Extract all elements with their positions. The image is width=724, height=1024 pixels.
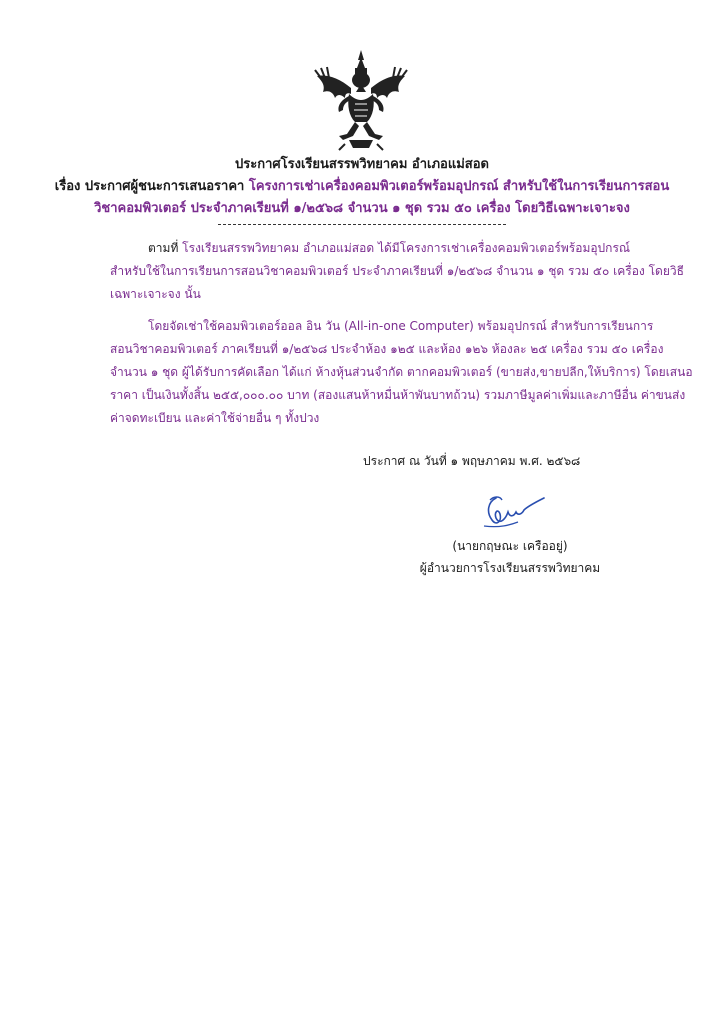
- paragraph-2-line-4: ราคา เป็นเงินทั้งสิ้น ๒๕๕,๐๐๐.๐๐ บาท (สองแสนห้าหมื่นห้าพันบาทถ้วน) รวมภาษีมูลค่าเพิ่มและภาษีอื่น ค่าขนส่ง: [110, 388, 686, 402]
- signer-title: ผู้อำนวยการโรงเรียนสรรพวิทยาคม: [419, 561, 601, 575]
- subject-label: เรื่อง ประกาศผู้ชนะการเสนอราคา: [54, 179, 245, 194]
- paragraph-2: [110, 315, 693, 430]
- paragraph-2-line-5: ค่าจดทะเบียน และค่าใช้จ่ายอื่น ๆ ทั้งปวง: [110, 411, 320, 425]
- handwritten-signature: [470, 492, 550, 532]
- subject-line-2: วิชาคอมพิวเตอร์ ประจำภาคเรียนที่ ๑/๒๕๖๘ จำนวน ๑ ชุด รวม ๕๐ เครื่อง โดยวิธีเฉพาะเจาะจง: [94, 201, 630, 216]
- garuda-emblem-icon: [309, 48, 413, 152]
- paragraph-1-line-2: สำหรับใช้ในการเรียนการสอนวิชาคอมพิวเตอร์ ประจำภาคเรียนที่ ๑/๒๕๖๘ จำนวน ๑ ชุด รวม ๕๐ เครื่อง โดยวิธี: [110, 264, 684, 278]
- signer-name: (นายกฤษณะ เครืออยู่): [452, 539, 568, 553]
- announcement-date: ประกาศ ณ วันที่ ๑ พฤษภาคม พ.ศ. ๒๕๖๘: [363, 454, 581, 468]
- paragraph-1: [110, 237, 684, 306]
- paragraph-1-line-3: เฉพาะเจาะจง นั้น: [110, 287, 201, 301]
- paragraph-2-line-2: สอนวิชาคอมพิวเตอร์ ภาคเรียนที่ ๑/๒๕๖๘ ประจำห้อง ๑๒๕ และห้อง ๑๒๖ ห้องละ ๒๕ เครื่อง รวม ๕๐ เครื่อง: [110, 342, 664, 356]
- divider: [218, 224, 506, 225]
- announcement-title: ประกาศโรงเรียนสรรพวิทยาคม อำเภอแม่สอด: [235, 157, 489, 172]
- paragraph-2-line-1: โดยจัดเช่าใช้คอมพิวเตอร์ออล อิน วัน (All-in-one Computer) พร้อมอุปกรณ์ สำหรับการเรียนการ: [148, 319, 654, 333]
- subject-project: โครงการเช่าเครื่องคอมพิวเตอร์พร้อมอุปกรณ์ สำหรับใช้ในการเรียนการสอน: [248, 179, 670, 194]
- paragraph-1-line-1-text: โรงเรียนสรรพวิทยาคม อำเภอแม่สอด ได้มีโครงการเช่าเครื่องคอมพิวเตอร์พร้อมอุปกรณ์: [182, 241, 631, 255]
- subject-line-1: [40, 176, 684, 198]
- paragraph-2-line-3: จำนวน ๑ ชุด ผู้ได้รับการคัดเลือก ได้แก่ ห้างหุ้นส่วนจำกัด ตากคอมพิวเตอร์ (ขายส่ง,ขายปลีก,ให้บริการ) โดยเสนอ: [110, 365, 693, 379]
- paragraph-1-line-1: [110, 237, 670, 260]
- paragraph-1-lead: ตามที่: [148, 241, 183, 255]
